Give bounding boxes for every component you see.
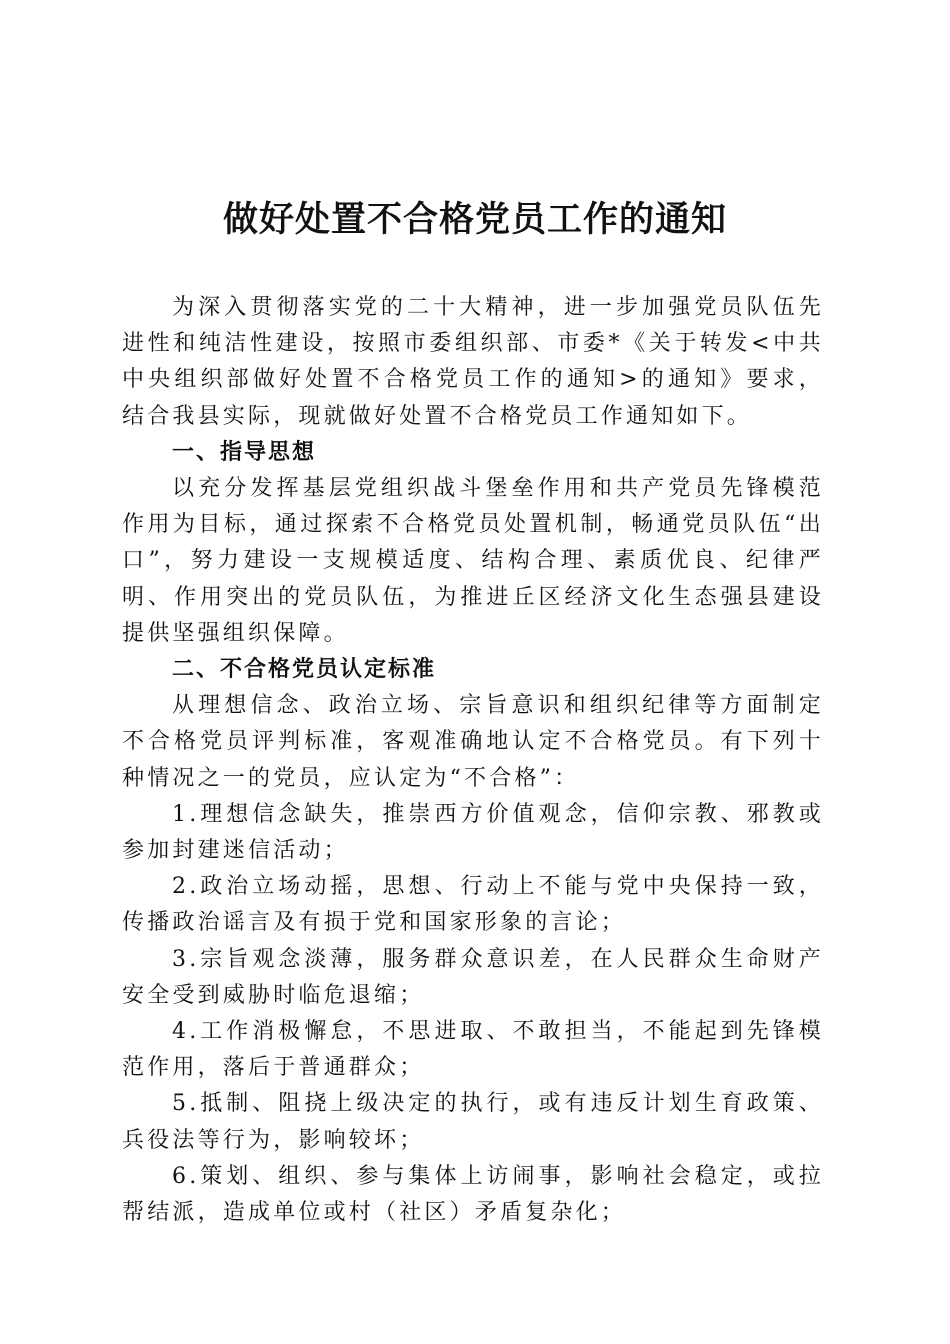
criteria-item-1: 1.理想信念缺失，推崇西方价值观念，信仰宗教、邪教或参加封建迷信活动；	[122, 801, 824, 864]
section-heading-criteria: 二、不合格党员认定标准	[172, 657, 437, 683]
intro-paragraph: 为深入贯彻落实党的二十大精神，进一步加强党员队伍先进性和纯洁性建设，按照市委组织部、市委*《关于转发<中共中央组织部做好处置不合格党员工作的通知>的通知》要求，结合我县实际，现就做好处置不合格党员工作通知如下。	[122, 295, 824, 429]
criteria-item-3: 3.宗旨观念淡薄，服务群众意识差，在人民群众生命财产安全受到威胁时临危退缩；	[122, 946, 824, 1008]
section-heading-guiding-ideology: 一、指导思想	[172, 439, 317, 465]
criteria-item-2: 2.政治立场动摇，思想、行动上不能与党中央保持一致，传播政治谣言及有损于党和国家形象的言论；	[122, 874, 824, 936]
criteria-item-6: 6.策划、组织、参与集体上访闹事，影响社会稳定，或拉帮结派，造成单位或村（社区）矛盾复杂化；	[122, 1163, 824, 1226]
criteria-item-4: 4.工作消极懈怠，不思进取、不敢担当，不能起到先锋模范作用，落后于普通群众；	[122, 1019, 824, 1081]
section-paragraph-guiding-ideology: 以充分发挥基层党组织战斗堡垒作用和共产党员先锋模范作用为目标，通过探索不合格党员处置机制，畅通党员队伍“出口”，努力建设一支规模适度、结构合理、素质优良、纪律严明、作用突出的党员队伍，为推进丘区经济文化生态强县建设提供坚强组织保障。	[122, 476, 824, 646]
document-body	[122, 290, 824, 1231]
criteria-item-5: 5.抵制、阻挠上级决定的执行，或有违反计划生育政策、兵役法等行为，影响较坏；	[122, 1091, 824, 1153]
section-paragraph-criteria: 从理想信念、政治立场、宗旨意识和组织纪律等方面制定不合格党员评判标准，客观准确地认定不合格党员。有下列十种情况之一的党员，应认定为“不合格”：	[122, 693, 824, 791]
document-title: 做好处置不合格党员工作的通知	[222, 199, 727, 240]
